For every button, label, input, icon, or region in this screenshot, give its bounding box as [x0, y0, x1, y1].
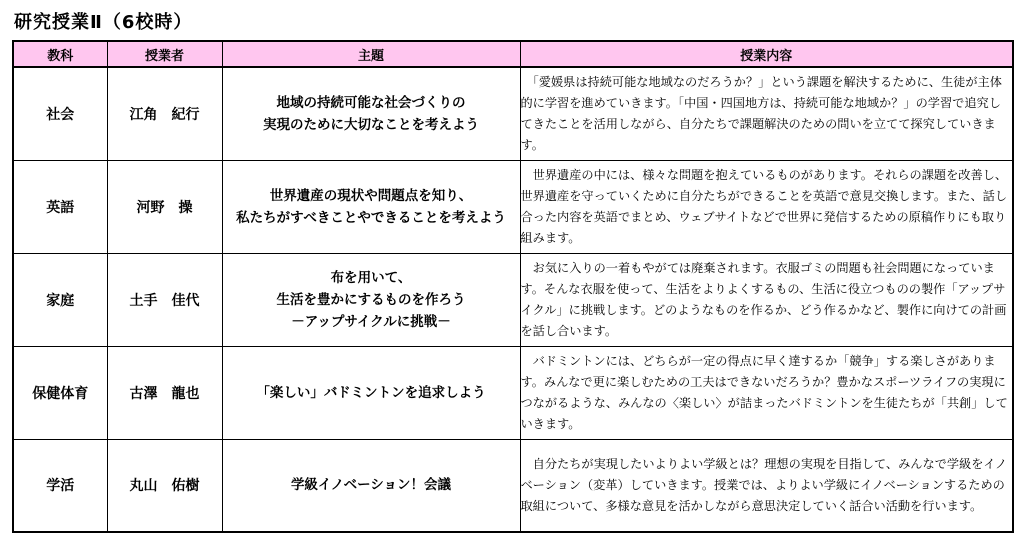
- teacher-cell: 古澤 龍也: [107, 346, 222, 439]
- subject-cell: 学活: [13, 439, 107, 532]
- theme-line: －アップサイクルに挑戦－: [291, 313, 451, 330]
- theme-line: 地域の持続可能な社会づくりの: [276, 94, 466, 111]
- table-header-row: [13, 41, 1013, 67]
- theme-line: 世界遺産の現状や問題点を知り、: [269, 187, 473, 204]
- subject-cell: 社会: [13, 67, 107, 160]
- subject-cell: 家庭: [13, 253, 107, 346]
- theme-cell: [222, 67, 520, 160]
- theme-line: 布を用いて、: [330, 269, 412, 286]
- table-row: [13, 439, 1013, 532]
- subject-cell: 保健体育: [13, 346, 107, 439]
- content-cell: バドミントンには、どちらが一定の得点に早く達するか「競争」する楽しさがあります。みんなで更に楽しむための工夫はできないだろうか？豊かなスポーツライフの実現につながるような、みんなの〈楽しい〉が詰まったバドミントンを生徒たちが「共創」していきます。: [520, 346, 1013, 439]
- table-row: [13, 67, 1013, 160]
- table-row: [13, 253, 1013, 346]
- table-row: [13, 160, 1013, 253]
- theme-line: 実現のために大切なことを考えよう: [263, 116, 479, 133]
- theme-cell: [222, 160, 520, 253]
- teacher-cell: 河野 操: [107, 160, 222, 253]
- theme-line: 学級イノベーション！会議: [290, 477, 452, 494]
- theme-line: 私たちがすべきことやできることを考えよう: [236, 209, 506, 226]
- theme-line: 生活を豊かにするものを作ろう: [276, 291, 466, 308]
- subject-cell: 英語: [13, 160, 107, 253]
- header-theme: 主題: [222, 41, 520, 67]
- theme-line: 「楽しい」バドミントンを追求しよう: [256, 384, 486, 401]
- teacher-cell: 土手 佳代: [107, 253, 222, 346]
- content-cell: 自分たちが実現したいよりよい学級とは？理想の実現を目指して、みんなで学級をイノベーション（変革）していきます。授業では、よりよい学級にイノベーションするための取組について、多様な意見を活かしながら意思決定していく話合い活動を行います。: [520, 439, 1013, 532]
- header-subject: 教科: [13, 41, 107, 67]
- table-row: [13, 346, 1013, 439]
- header-content: 授業内容: [520, 41, 1013, 67]
- header-teacher: 授業者: [107, 41, 222, 67]
- content-cell: 世界遺産の中には、様々な問題を抱えているものがあります。それらの課題を改善し、世界遺産を守っていくために自分たちができることを英語で意見交換します。また、話し合った内容を英語でまとめ、ウェブサイトなどで世界に発信するための原稿作りにも取り組みます。: [520, 160, 1013, 253]
- page-title: 研究授業Ⅱ（6校時）: [14, 12, 193, 33]
- content-cell: 「愛媛県は持続可能な地域なのだろうか？」という課題を解決するために、生徒が主体的に学習を進めていきます。「中国・四国地方は、持続可能な地域か？」の学習で追究してきたことを活用しながら、自分たちで課題解決のための問いを立てて探究していきます。: [520, 67, 1013, 160]
- theme-cell: [222, 253, 520, 346]
- teacher-cell: 丸山 佑樹: [107, 439, 222, 532]
- theme-cell: [222, 346, 520, 439]
- teacher-cell: 江角 紀行: [107, 67, 222, 160]
- theme-cell: [222, 439, 520, 532]
- lesson-table: [12, 40, 1014, 533]
- content-cell: お気に入りの一着もやがては廃棄されます。衣服ゴミの問題も社会問題になっています。そんな衣服を使って、生活をよりよくするもの、生活に役立つものの製作「アップサイクル」に挑戦します。どのようなものを作るか、どう作るかなど、製作に向けての計画を話し合います。: [520, 253, 1013, 346]
